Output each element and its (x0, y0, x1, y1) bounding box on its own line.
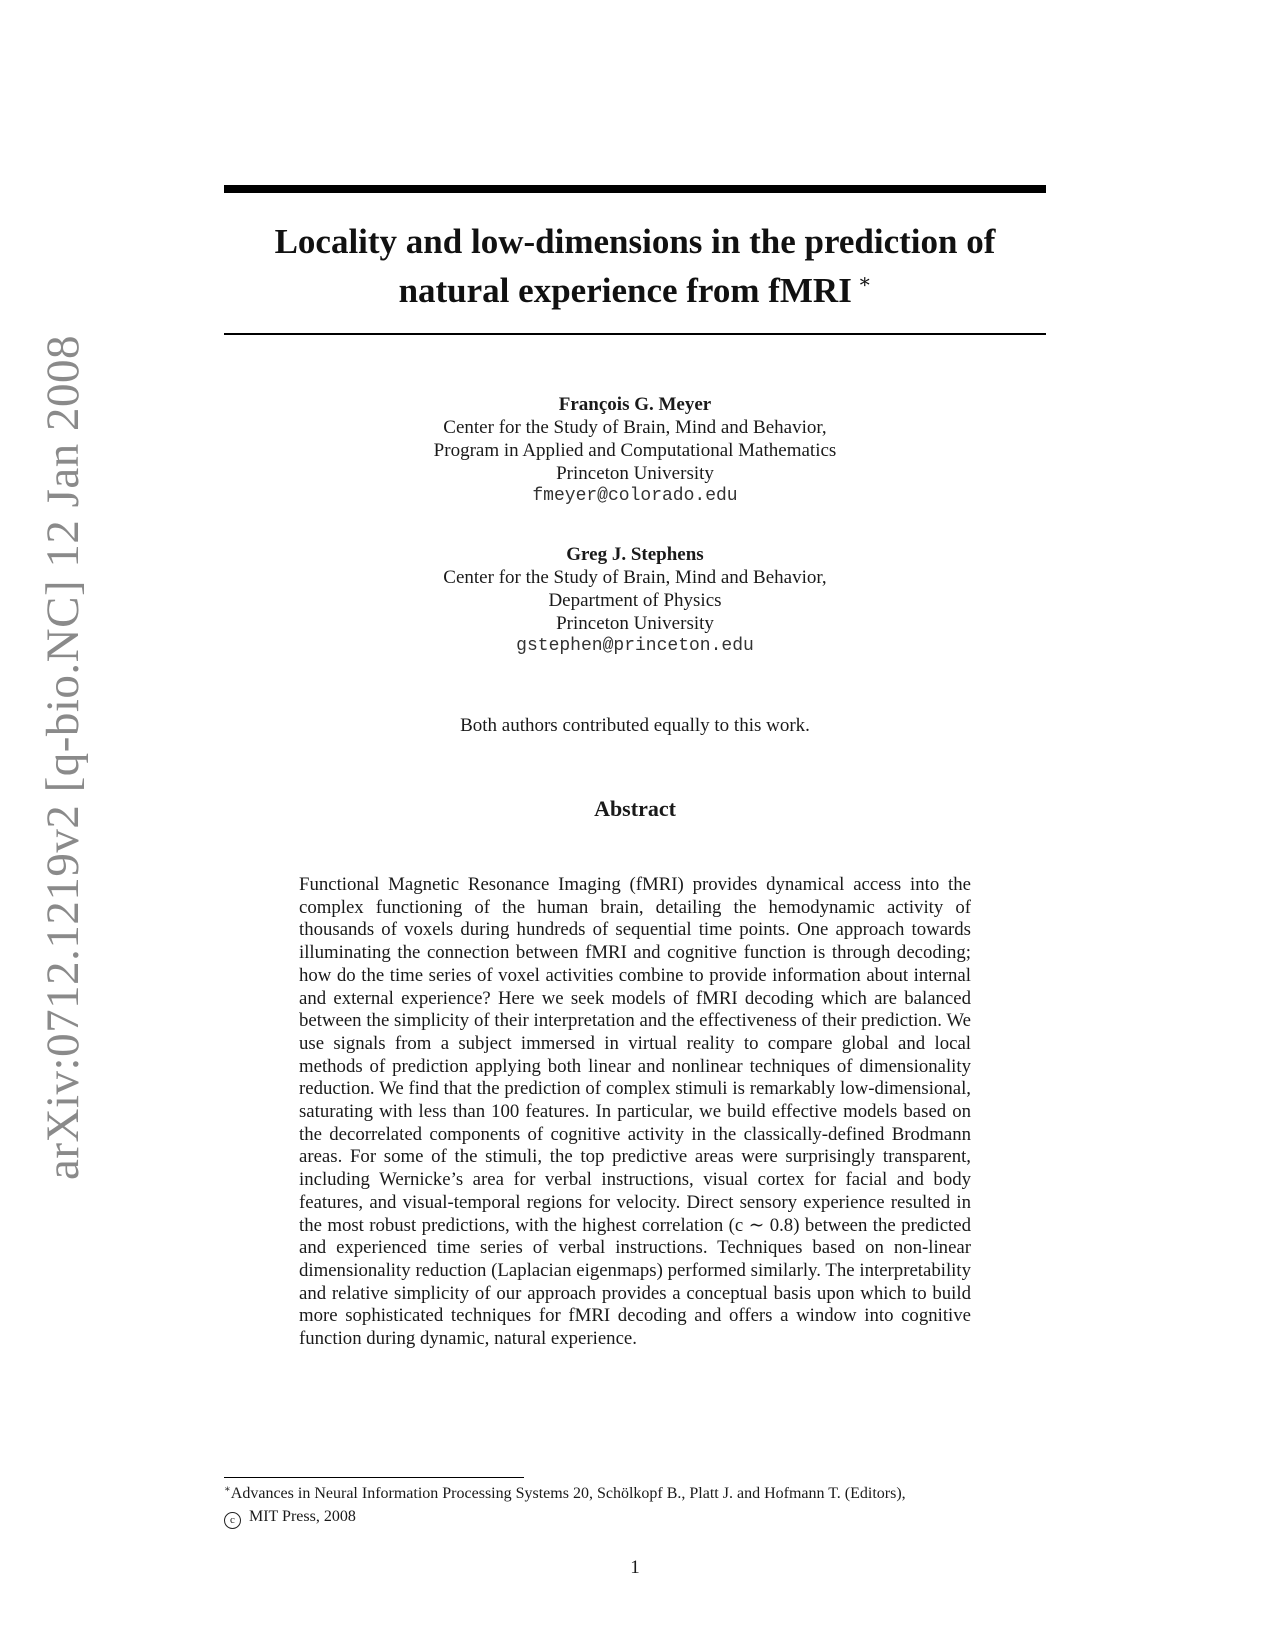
author-email: fmeyer@colorado.edu (532, 486, 738, 506)
page-number: 1 (630, 1557, 640, 1578)
footnote-venue: Advances in Neural Information Processing Systems 20, Schölkopf B., Platt J. and Hofmann T. (Editors), (230, 1485, 906, 1502)
author-affiliation: Center for the Study of Brain, Mind and Behavior, (443, 417, 827, 438)
author-block-stephens (224, 543, 1046, 658)
footnote-mark: ∗ (224, 1484, 231, 1495)
author-email: gstephen@princeton.edu (516, 636, 754, 656)
author-institution: Princeton University (556, 463, 714, 484)
title-top-rule (224, 185, 1046, 193)
footnote-line-1 (224, 1478, 1046, 1505)
title-line-1: Locality and low-dimensions in the prediction of (274, 222, 996, 261)
author-block-meyer (224, 393, 1046, 508)
title-bottom-rule (224, 333, 1046, 335)
copyright-icon: c (224, 1512, 241, 1529)
paper-title (224, 222, 1046, 311)
footnote-line-2 (224, 1505, 1046, 1529)
title-line-2: natural experience from fMRI (398, 271, 852, 310)
abstract-heading: Abstract (594, 796, 676, 821)
footnote-publisher: MIT Press, 2008 (249, 1508, 356, 1525)
author-name: François G. Meyer (558, 394, 712, 415)
author-affiliation: Program in Applied and Computational Mathematics (433, 440, 837, 461)
author-affiliation: Department of Physics (548, 590, 722, 611)
footnote (224, 1478, 1046, 1529)
abstract-text: Functional Magnetic Resonance Imaging (fMRI) provides dynamical access into the complex functioning of the human brain, detailing the hemodynamic activity of thousands of voxels during hundreds of sequential time points. One approach towards illuminating the connection between fMRI and cognitive function is through decoding; how do the time series of voxel activities combine to provide information about internal and external experience? Here we seek models of fMRI decoding which are balanced between the simplicity of their interpretation and the effectiveness of their prediction. We use signals from a subject immersed in virtual reality to compare global and local methods of prediction applying both linear and nonlinear techniques of dimensionality reduction. We find that the prediction of complex stimuli is remarkably low-dimensional, saturating with less than 100 features. In particular, we build effective models based on the decorrelated components of cognitive activity in the classically-defined Brodmann areas. For some of the stimuli, the top predictive areas were surprisingly transparent, including Wernicke’s area for verbal instructions, visual cortex for facial and body features, and visual-temporal regions for velocity. Direct sensory experience resulted in the most robust predictions, with the highest correlation (c ∼ 0.8) between the predicted and experienced time series of verbal instructions. Techniques based on non-linear dimensionality reduction (Laplacian eigenmaps) performed similarly. The interpretability and relative simplicity of our approach provides a conceptual basis upon which to build more sophisticated techniques for fMRI decoding and offers a window into cognitive function during dynamic, natural experience. (299, 874, 971, 1350)
title-footnote-mark: ∗ (857, 271, 872, 293)
equal-contribution-note: Both authors contributed equally to this work. (460, 715, 810, 736)
author-name: Greg J. Stephens (566, 544, 704, 565)
author-institution: Princeton University (556, 613, 714, 634)
arxiv-identifier-stamp: arXiv:0712.1219v2 [q-bio.NC] 12 Jan 2008 (37, 334, 89, 1180)
author-affiliation: Center for the Study of Brain, Mind and Behavior, (443, 567, 827, 588)
